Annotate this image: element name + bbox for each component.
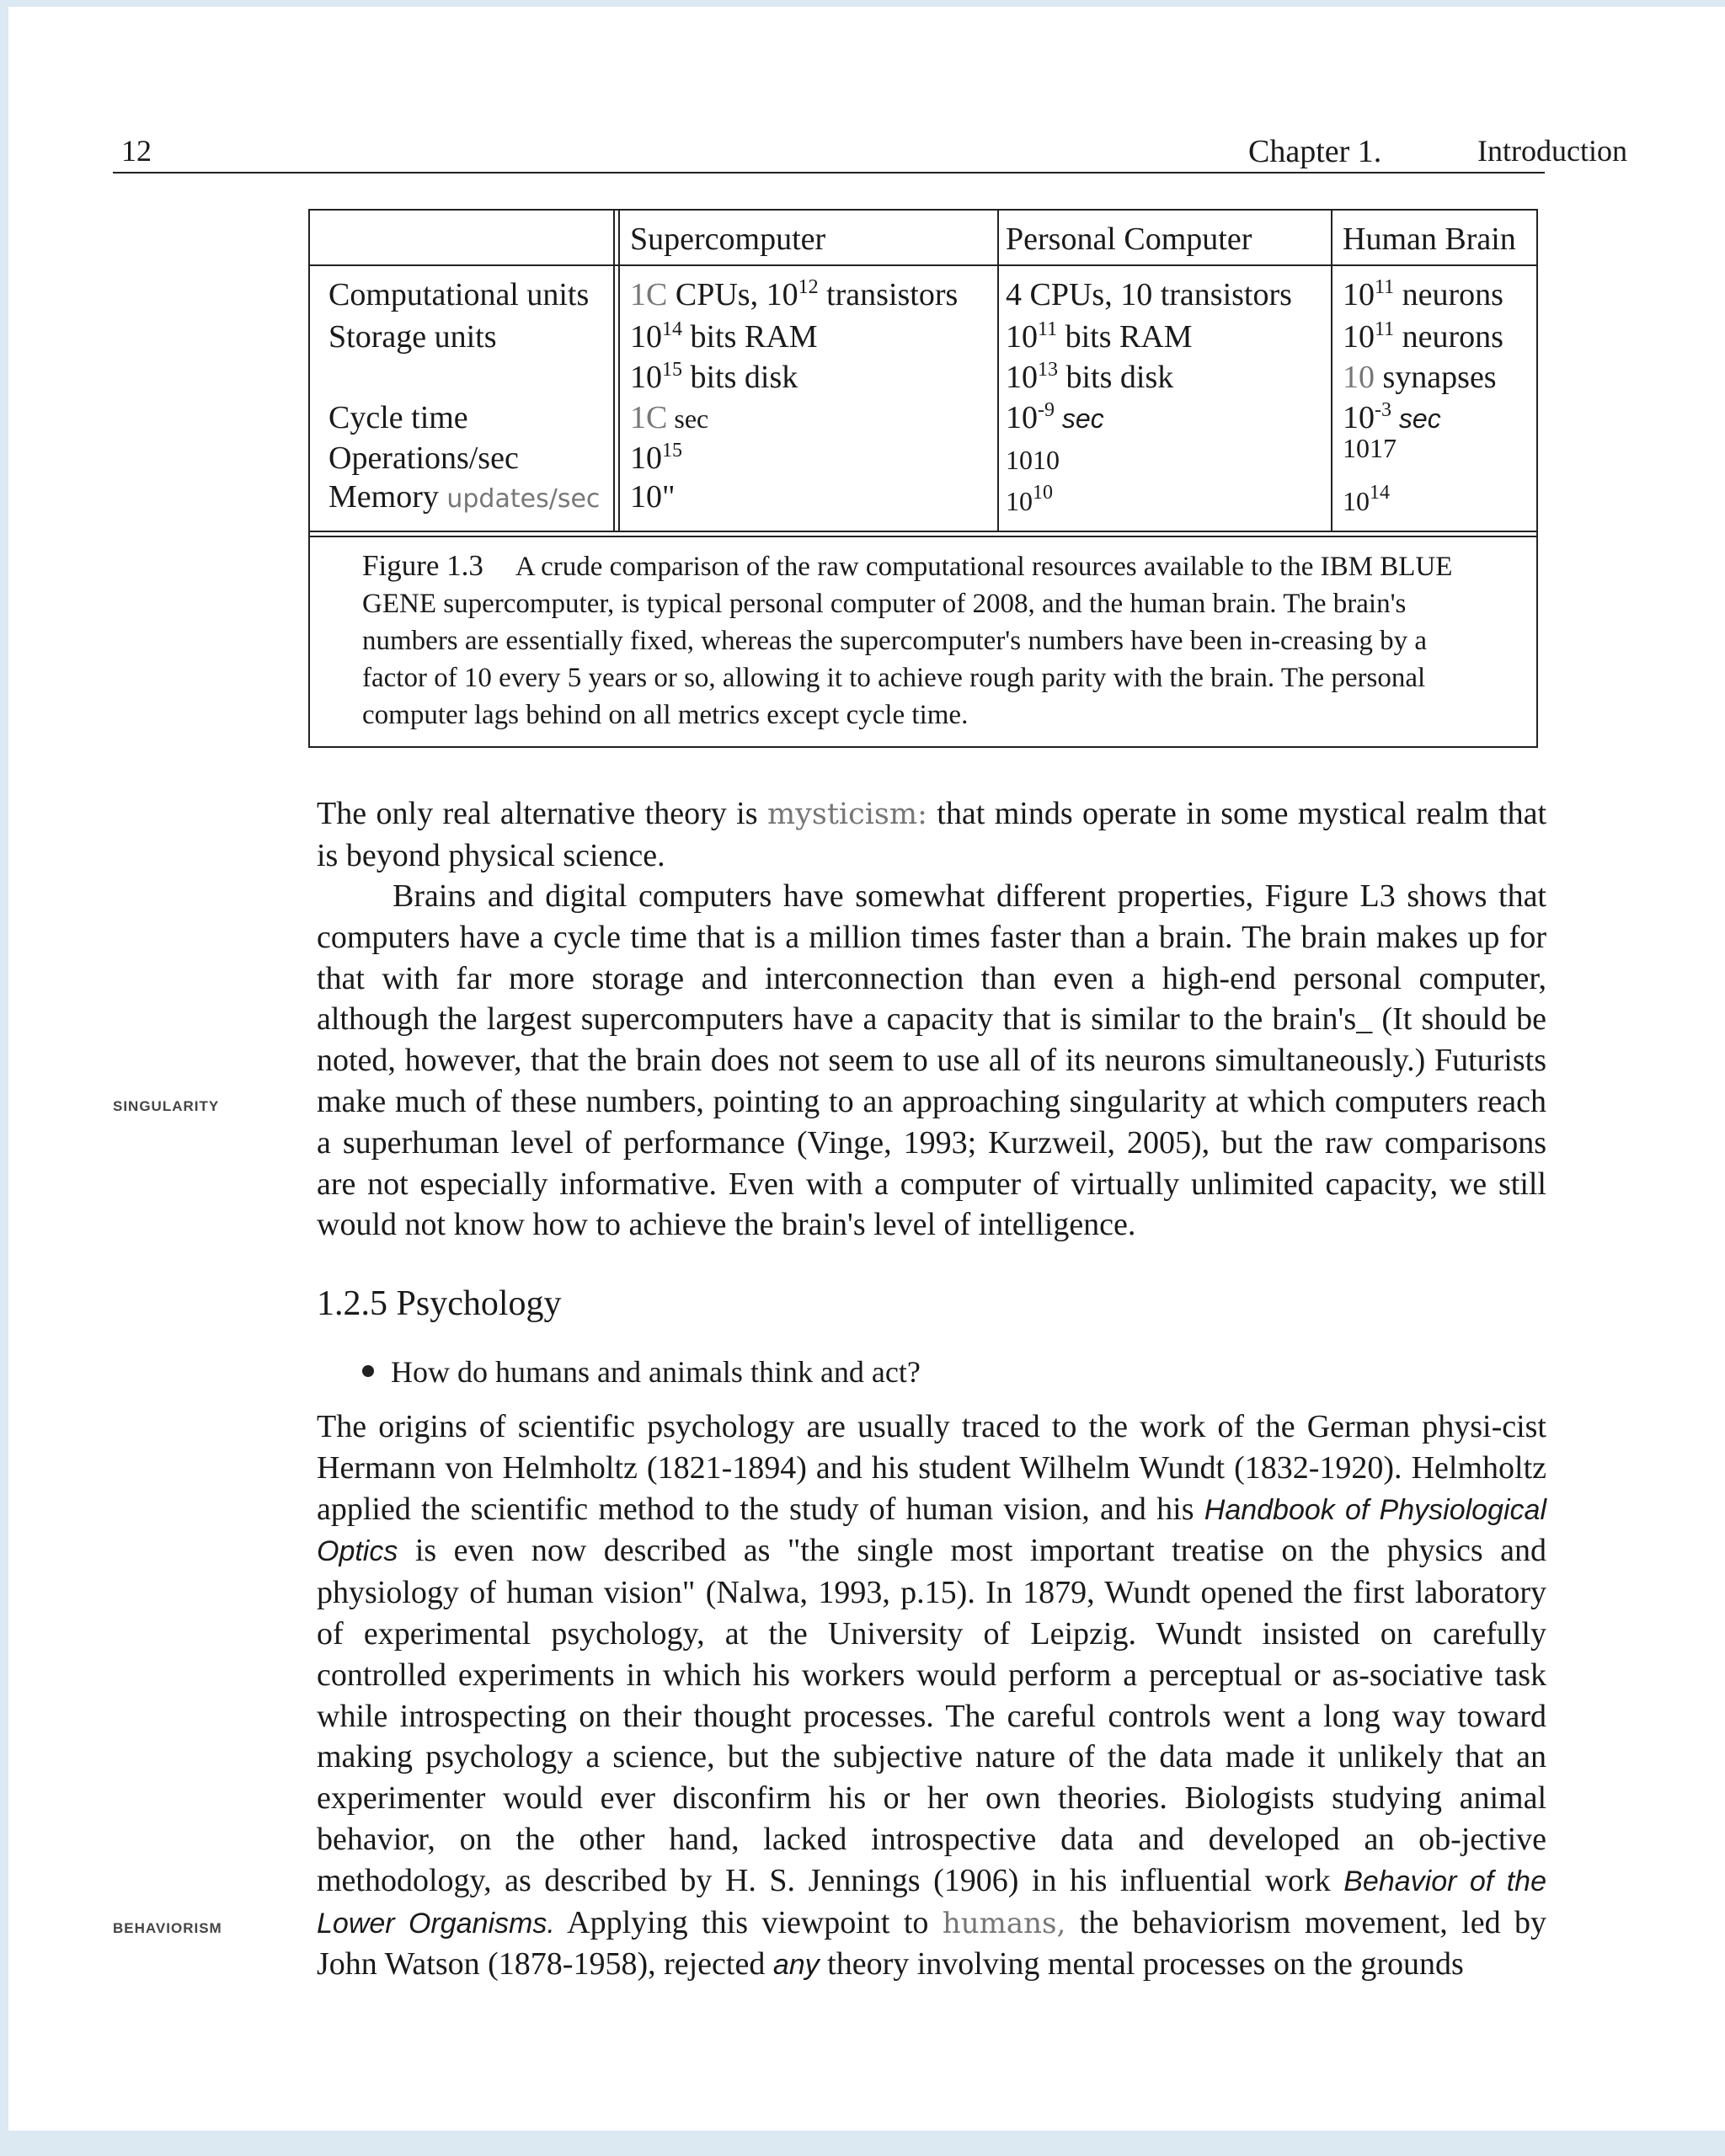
table-cell: $10^{14}$ bits RAM	[630, 318, 818, 355]
column-header: Personal Computer	[1006, 221, 1252, 257]
table-cell: $10^{10}$	[1006, 482, 1053, 516]
bullet-icon	[362, 1365, 374, 1377]
paragraph: The only real alternative theory is mysticism: that minds operate in some mystical realm that is beyond physical science.	[317, 796, 1546, 873]
caption-text: A crude comparison of the raw computational resources available to the IBM BLUE GENE supercomputer, is typical personal computer of 2008, and the human brain. The brain's numbers are essentially fixed, whereas the supercomputer's numbers have been in-creasing by a factor of 10 every 5 years or so, allowing it to achieve rough parity with the brain. The personal computer lags behind on all metrics except cycle time.	[362, 552, 1453, 730]
table-cell: 4 CPUs, 10 transistors	[1006, 277, 1292, 312]
book-title: Handbook of Physiological Optics	[317, 1493, 1546, 1568]
margin-note-behaviorism: BEHAVIORISM	[113, 1920, 222, 1936]
chapter-title: Chapter 1.	[1248, 134, 1382, 169]
row-label: Cycle time	[328, 400, 468, 435]
table-divider	[613, 211, 615, 531]
table-cell: $10^{-9}$ sec	[1006, 399, 1104, 435]
section-title: Introduction	[1477, 134, 1627, 168]
defined-term: mysticism:	[766, 798, 927, 831]
table-cell: $10^{11}$ neurons	[1343, 318, 1503, 355]
figure-label: Figure 1.3	[362, 549, 483, 582]
defined-term: humans,	[942, 1906, 1066, 1940]
book-title: Behavior of the Lower Organisms.	[317, 1865, 1546, 1940]
table-divider	[310, 264, 1536, 266]
paragraph: Brains and digital computers have somewhat different properties, Figure L3 shows that computers have a cycle time that is a million times faster than a brain. The brain makes up for that with far more storage and interconnection than even a high-end personal computer, although the largest supercomputers have a capacity that is similar to the brain's_ (It should be noted, however, that the brain does not seem to use all of its neurons simultaneously.) Futurists make much of these numbers, pointing to an approaching singularity at which computers reach a superhuman level of performance (Vinge, 1993; Kurzweil, 2005), but the raw comparisons are not especially informative. Even with a computer of virtually unlimited capacity, we still would not know how to achieve the brain's level of intelligence.	[317, 878, 1546, 1243]
row-label: Memory updates/sec	[328, 479, 601, 515]
table-cell: $10^{13}$ bits disk	[1006, 359, 1174, 395]
table-cell: 1C sec	[630, 400, 709, 435]
table-cell: 1010	[1006, 445, 1060, 475]
table-divider	[618, 211, 620, 531]
table-divider	[997, 211, 999, 531]
table-cell: $10^{11}$ neurons	[1343, 276, 1503, 312]
column-header: Human Brain	[1343, 221, 1516, 257]
running-header	[113, 123, 1627, 173]
table-cell: $10^{14}$	[1343, 482, 1390, 516]
section-heading: 1.2.5 Psychology	[317, 1284, 562, 1323]
figure-caption	[362, 547, 1491, 734]
column-header: Supercomputer	[630, 221, 826, 257]
table-cell: 10 synapses	[1343, 360, 1497, 395]
table-cell: $10^{-3}$ sec	[1343, 399, 1441, 435]
paragraph: The origins of scientific psychology are usually traced to the work of the German physi-cist Hermann von Helmholtz (1821-1894) and his student Wilhelm Wundt (1832-1920). Helmholtz applied the scientific method to the study of human vision, and his Handbook of Physiological Optics is even now described as "the single most important treatise on the physics and physiology of human vision" (Nalwa, 1993, p.15). In 1879, Wundt opened the first laboratory of experimental psychology, at the University of Leipzig. Wundt insisted on carefully controlled experiments in which his workers would perform a perceptual or as-sociative task while introspecting on their thought processes. The careful controls went a long way toward making psychology a science, but the subjective nature of the data made it unlikely that an experimenter would ever disconfirm his or her own theories. Biologists studying animal behavior, on the other hand, lacked introspective data and developed an ob-jective methodology, as described by H. S. Jennings (1906) in his influential work Behavior of the Lower Organisms. Applying this viewpoint to humans, the behaviorism movement, led by John Watson (1878-1958), rejected any theory involving mental processes on the grounds	[317, 1409, 1546, 1983]
table-divider	[1331, 211, 1332, 531]
table-cell: $10^{15}$ bits disk	[630, 359, 798, 395]
row-label: Computational units	[328, 277, 590, 312]
table-divider	[310, 536, 1536, 537]
table-cell: 10"	[630, 479, 676, 515]
page-number: 12	[121, 134, 152, 168]
table-cell: 1017	[1343, 433, 1397, 463]
table-divider	[310, 531, 1536, 532]
bullet-item: How do humans and animals think and act?	[362, 1354, 921, 1390]
table-cell: $10^{15}$	[630, 440, 682, 476]
page	[8, 7, 1725, 2131]
row-label: Operations/sec	[328, 440, 519, 476]
table-cell: 1C CPUs, $10^{12}$ transistors	[630, 276, 959, 312]
comparison-table	[308, 209, 1538, 748]
table-cell: $10^{11}$ bits RAM	[1006, 318, 1193, 355]
row-label: Storage units	[328, 319, 497, 355]
margin-note-singularity: SINGULARITY	[113, 1098, 220, 1114]
